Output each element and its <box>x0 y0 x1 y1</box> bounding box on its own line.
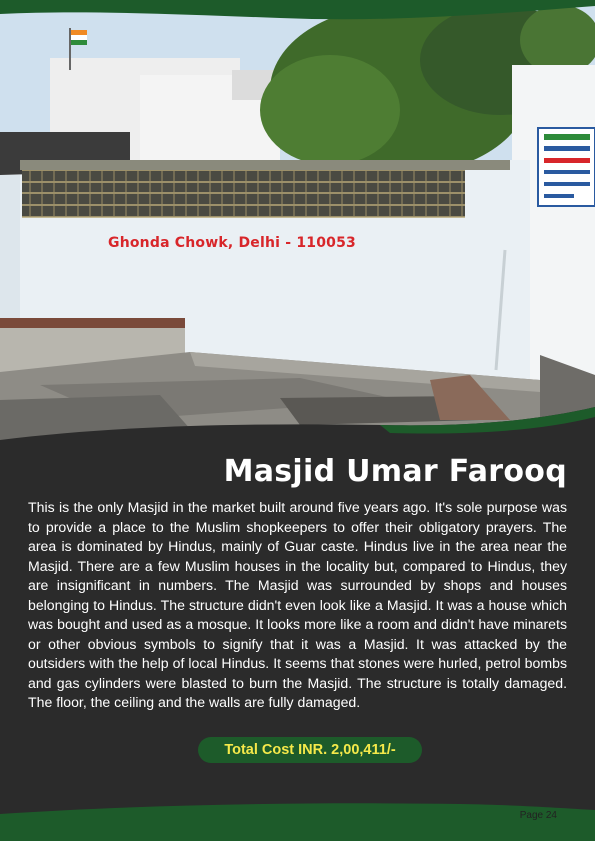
location-caption: Ghonda Chowk, Delhi - 110053 <box>108 235 356 251</box>
page-number: Page 24 <box>519 810 557 821</box>
total-cost-badge <box>198 737 422 763</box>
photo-bottom-wave <box>0 395 595 445</box>
top-green-band <box>0 0 595 22</box>
page-title: Masjid Umar Farooq <box>223 454 567 489</box>
bottom-green-band <box>0 800 595 841</box>
signboard-icon <box>538 128 595 206</box>
article-body: This is the only Masjid in the market built around five years ago. It's sole purpose was to provide a place to the Muslim shopkeepers to offer their obligatory prayers. The area is dominated by Hindus, mainly of Guar caste. Hindus live in the area near the Masjid. There are a few Muslim houses in the locality but, compared to Hindus, they are insignificant in numbers. The Masjid was surrounded by shops and houses belonging to Hindus. The structure didn't even look like a Masjid. It was a house which was bought and used as a mosque. It looks more like a room and didn't have minarets or other obvious symbols to signify that it was a Masjid. It was attacked by the outsiders with the help of local Hindus. It seems that stones were hurled, petrol bombs and gas cylinders were blasted to burn the Masjid. The structure is totally damaged. The floor, the ceiling and the walls are fully damaged. <box>28 499 567 710</box>
total-cost-text: Total Cost INR. 2,00,411/- <box>224 742 396 758</box>
